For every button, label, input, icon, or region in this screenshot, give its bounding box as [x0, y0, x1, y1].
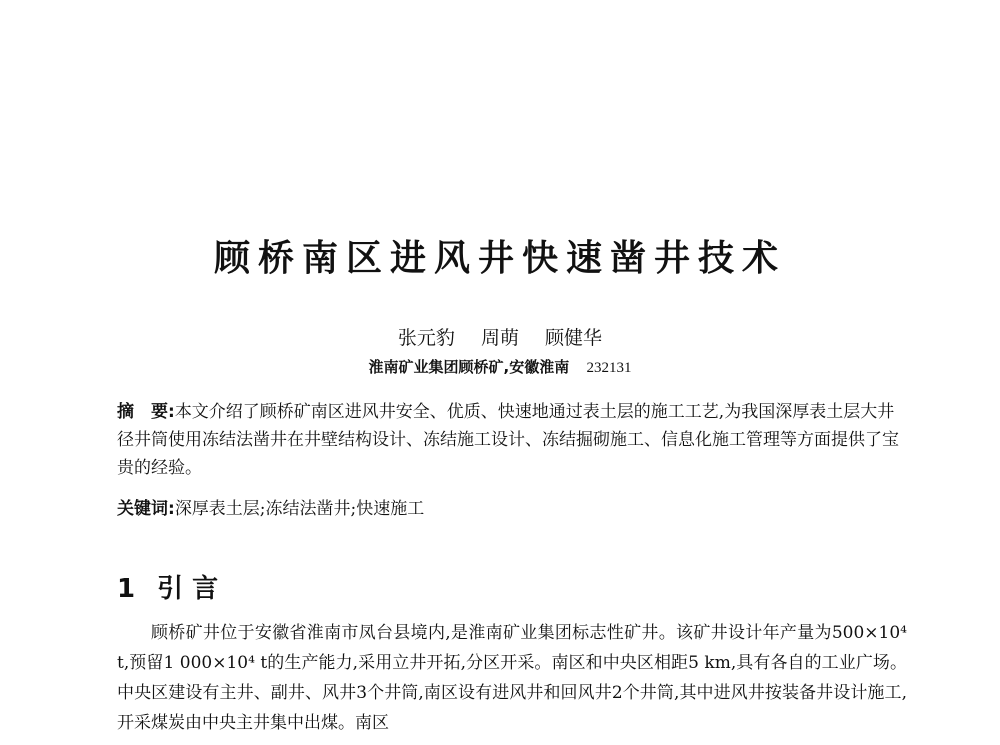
paper-title: 顾桥南区进风井快速凿井技术	[213, 238, 786, 279]
author-list	[0, 323, 1000, 350]
postcode: 232131	[586, 360, 632, 376]
section-number: 1	[117, 574, 136, 604]
section-title: 引 言	[157, 574, 219, 604]
keywords-label: 关键词:	[117, 499, 175, 519]
section-heading	[117, 568, 218, 605]
keywords-text: 深厚表土层;冻结法凿井;快速施工	[174, 499, 425, 519]
author-name: 张元豹	[397, 327, 455, 349]
abstract	[117, 398, 907, 482]
abstract-label: 摘 要:	[117, 402, 175, 422]
author-name: 顾健华	[545, 327, 603, 349]
abstract-text: 本文介绍了顾桥矿南区进风井安全、优质、快速地通过表土层的施工工艺,为我国深厚表土层大井径井筒使用冻结法凿井在井壁结构设计、冻结施工设计、冻结掘砌施工、信息化施工管理等方面提供了宝贵的经验。	[117, 402, 899, 478]
affiliation-text: 淮南矿业集团顾桥矿,安徽淮南	[368, 358, 570, 376]
affiliation	[0, 356, 1000, 377]
body-paragraph: 顾桥矿井位于安徽省淮南市凤台县境内,是淮南矿业集团标志性矿井。该矿井设计年产量为500×10⁴ t,预留1 000×10⁴ t的生产能力,采用立井开拓,分区开采。南区和中央区相距5 km,具有各自的工业广场。中央区建设有主井、副井、风井3个井筒,南区设有进风井和回风井2个井筒,其中进风井按装备井设计施工,开采煤炭由中央主井集中出煤。南区	[117, 623, 907, 733]
author-name: 周萌	[480, 327, 519, 349]
keywords	[117, 496, 907, 522]
